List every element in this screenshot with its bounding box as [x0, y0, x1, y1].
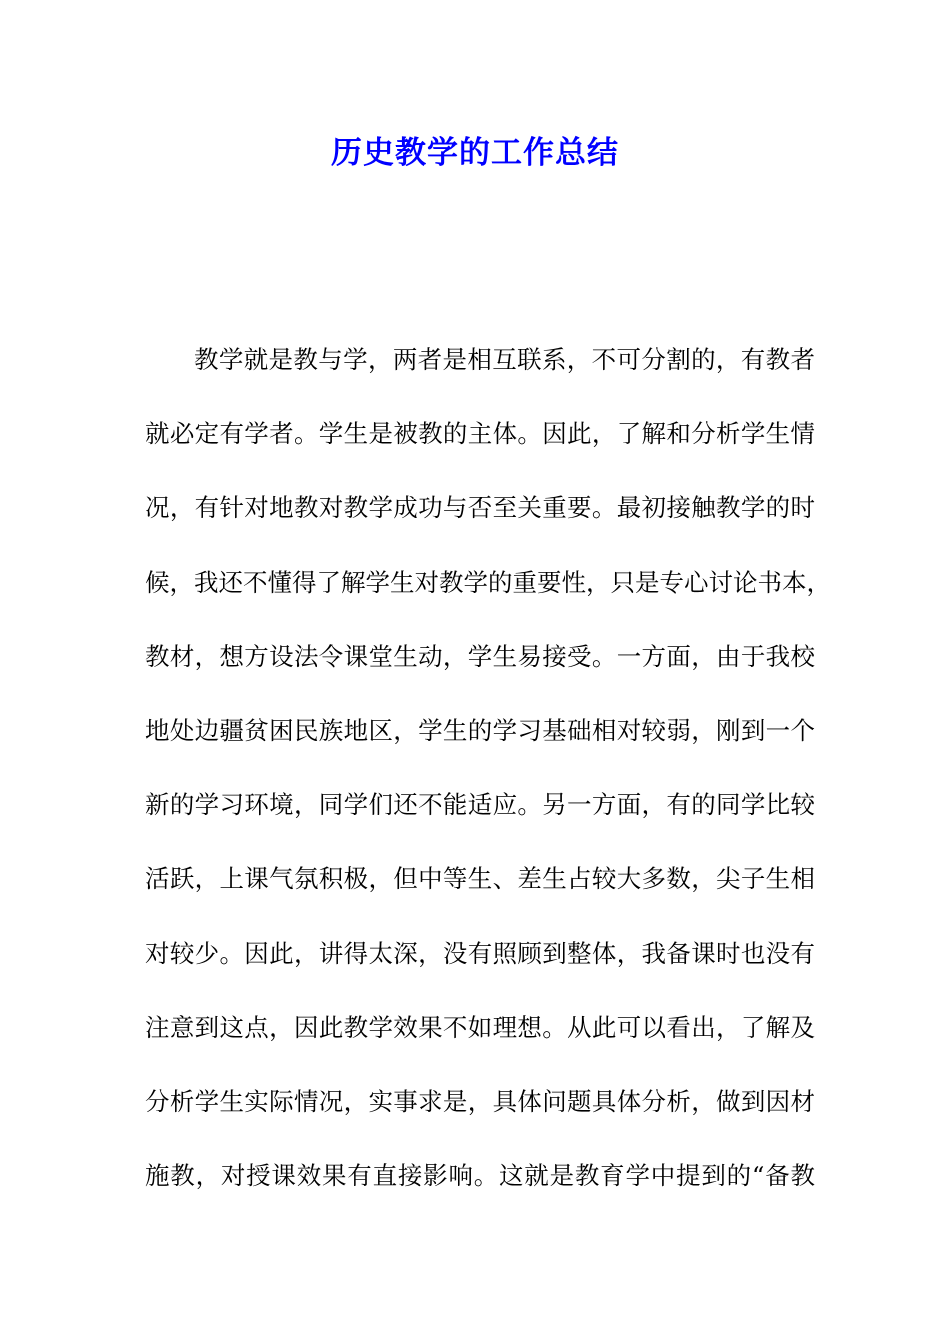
document-title: 历史教学的工作总结 [331, 135, 619, 171]
paragraph-line: 候，我还不懂得了解学生对教学的重要性，只是专心讨论书本， [145, 567, 831, 597]
document-body [145, 336, 831, 1226]
paragraph-line: 对较少。因此，讲得太深，没有照顾到整体，我备课时也没有 [145, 938, 815, 968]
paragraph-line: 注意到这点，因此教学效果不如理想。从此可以看出，了解及 [145, 1012, 815, 1042]
paragraph-line: 教学就是教与学，两者是相互联系，不可分割的，有教者 [194, 345, 815, 374]
paragraph-line: 地处边疆贫困民族地区，学生的学习基础相对较弱，刚到一个 [145, 715, 815, 745]
paragraph-line: 教材，想方设法令课堂生动，学生易接受。一方面，由于我校 [145, 641, 815, 671]
paragraph-line: 况，有针对地教对教学成功与否至关重要。最初接触教学的时 [145, 493, 815, 523]
paragraph-line: 施教，对授课效果有直接影响。这就是教育学中提到的“备教 [145, 1161, 815, 1191]
paragraph-line: 就必定有学者。学生是被教的主体。因此，了解和分析学生情 [145, 419, 815, 449]
paragraph-line: 新的学习环境，同学们还不能适应。另一方面，有的同学比较 [145, 790, 815, 820]
paragraph-line: 活跃，上课气氛积极，但中等生、差生占较大多数，尖子生相 [145, 864, 815, 894]
paragraph-line: 分析学生实际情况，实事求是，具体问题具体分析，做到因材 [145, 1086, 815, 1116]
